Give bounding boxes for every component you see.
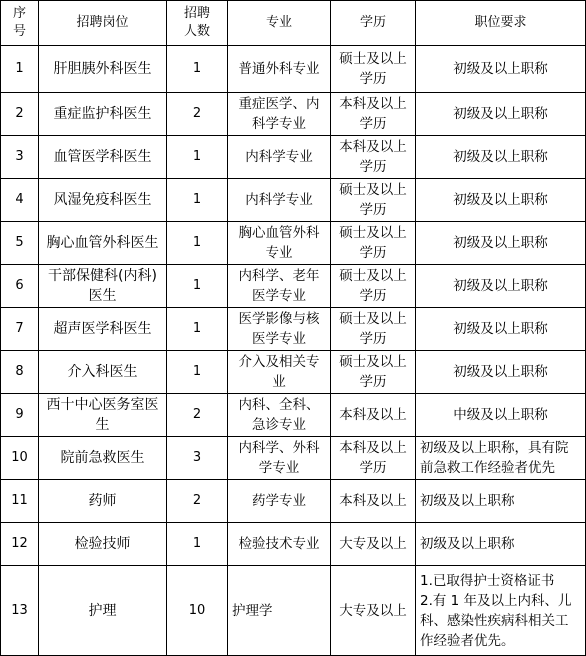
table-row — [1, 394, 586, 437]
cell-count: 1 — [167, 222, 228, 265]
cell-index: 11 — [1, 480, 39, 523]
cell-education: 大专及以上 — [331, 566, 416, 656]
header-major: 专业 — [228, 1, 331, 46]
cell-requirement: 初级及以上职称 — [416, 308, 586, 351]
table-row — [1, 523, 586, 566]
cell-count: 1 — [167, 46, 228, 93]
cell-index: 6 — [1, 265, 39, 308]
header-index: 序 号 — [1, 1, 39, 46]
cell-major: 医学影像与核 医学专业 — [228, 308, 331, 351]
cell-position: 超声医学科医生 — [39, 308, 167, 351]
cell-education: 硕士及以上 学历 — [331, 179, 416, 222]
cell-major: 内科学、外科 学专业 — [228, 437, 331, 480]
cell-position: 院前急救医生 — [39, 437, 167, 480]
cell-major: 内科学专业 — [228, 179, 331, 222]
cell-index: 9 — [1, 394, 39, 437]
cell-requirement: 初级及以上职称 — [416, 222, 586, 265]
cell-education: 本科及以上 学历 — [331, 136, 416, 179]
cell-index: 2 — [1, 93, 39, 136]
cell-requirement: 初级及以上职称 — [416, 351, 586, 394]
cell-position: 介入科医生 — [39, 351, 167, 394]
cell-major: 检验技术专业 — [228, 523, 331, 566]
cell-education: 硕士及以上 学历 — [331, 351, 416, 394]
cell-education: 大专及以上 — [331, 523, 416, 566]
cell-index: 1 — [1, 46, 39, 93]
cell-education: 本科及以上 学历 — [331, 93, 416, 136]
cell-requirement: 中级及以上职称 — [416, 394, 586, 437]
table-row — [1, 351, 586, 394]
cell-major: 内科学专业 — [228, 136, 331, 179]
cell-education: 硕士及以上 学历 — [331, 308, 416, 351]
cell-index: 3 — [1, 136, 39, 179]
table-row — [1, 437, 586, 480]
cell-count: 1 — [167, 179, 228, 222]
table-row — [1, 93, 586, 136]
header-count: 招聘 人数 — [167, 1, 228, 46]
cell-count: 1 — [167, 265, 228, 308]
cell-education: 本科及以上 学历 — [331, 437, 416, 480]
cell-index: 13 — [1, 566, 39, 656]
cell-requirement: 初级及以上职称 — [416, 480, 586, 523]
table-row — [1, 308, 586, 351]
cell-education: 硕士及以上 学历 — [331, 46, 416, 93]
cell-requirement: 初级及以上职称 — [416, 93, 586, 136]
cell-position: 西十中心医务室医 生 — [39, 394, 167, 437]
cell-index: 8 — [1, 351, 39, 394]
cell-requirement: 初级及以上职称 — [416, 265, 586, 308]
cell-count: 1 — [167, 351, 228, 394]
table-row — [1, 265, 586, 308]
table-row — [1, 46, 586, 93]
cell-education: 本科及以上 — [331, 480, 416, 523]
cell-count: 1 — [167, 136, 228, 179]
cell-education: 硕士及以上 学历 — [331, 265, 416, 308]
cell-major: 普通外科专业 — [228, 46, 331, 93]
cell-index: 10 — [1, 437, 39, 480]
cell-position: 干部保健科(内科) 医生 — [39, 265, 167, 308]
cell-count: 2 — [167, 93, 228, 136]
cell-requirement: 初级及以上职称 — [416, 46, 586, 93]
header-position: 招聘岗位 — [39, 1, 167, 46]
cell-major: 内科、全科、 急诊专业 — [228, 394, 331, 437]
cell-requirement: 初级及以上职称 — [416, 136, 586, 179]
cell-position: 药师 — [39, 480, 167, 523]
cell-major: 介入及相关专 业 — [228, 351, 331, 394]
table-row — [1, 222, 586, 265]
cell-requirement: 1.已取得护士资格证书 2.有 1 年及以上内科、儿 科、感染性疾病科相关工 作经验者优先。 — [416, 566, 586, 656]
cell-index: 4 — [1, 179, 39, 222]
cell-count: 3 — [167, 437, 228, 480]
cell-position: 护理 — [39, 566, 167, 656]
cell-major: 内科学、老年 医学专业 — [228, 265, 331, 308]
cell-position: 重症监护科医生 — [39, 93, 167, 136]
cell-index: 7 — [1, 308, 39, 351]
cell-position: 肝胆胰外科医生 — [39, 46, 167, 93]
cell-index: 5 — [1, 222, 39, 265]
cell-position: 胸心血管外科医生 — [39, 222, 167, 265]
cell-major: 药学专业 — [228, 480, 331, 523]
cell-education: 本科及以上 — [331, 394, 416, 437]
table-row — [1, 179, 586, 222]
cell-count: 2 — [167, 394, 228, 437]
cell-count: 1 — [167, 523, 228, 566]
cell-index: 12 — [1, 523, 39, 566]
header-education: 学历 — [331, 1, 416, 46]
cell-position: 风湿免疫科医生 — [39, 179, 167, 222]
header-requirement: 职位要求 — [416, 1, 586, 46]
cell-position: 血管医学科医生 — [39, 136, 167, 179]
cell-education: 硕士及以上 学历 — [331, 222, 416, 265]
cell-major: 护理学 — [228, 566, 331, 656]
table-row — [1, 566, 586, 656]
header-row — [1, 1, 586, 46]
cell-position: 检验技师 — [39, 523, 167, 566]
cell-requirement: 初级及以上职称，具有院 前急救工作经验者优先 — [416, 437, 586, 480]
cell-major: 重症医学、内 科学专业 — [228, 93, 331, 136]
cell-requirement: 初级及以上职称 — [416, 179, 586, 222]
cell-count: 10 — [167, 566, 228, 656]
table-row — [1, 136, 586, 179]
cell-requirement: 初级及以上职称 — [416, 523, 586, 566]
cell-count: 2 — [167, 480, 228, 523]
cell-count: 1 — [167, 308, 228, 351]
table-row — [1, 480, 586, 523]
cell-major: 胸心血管外科 专业 — [228, 222, 331, 265]
